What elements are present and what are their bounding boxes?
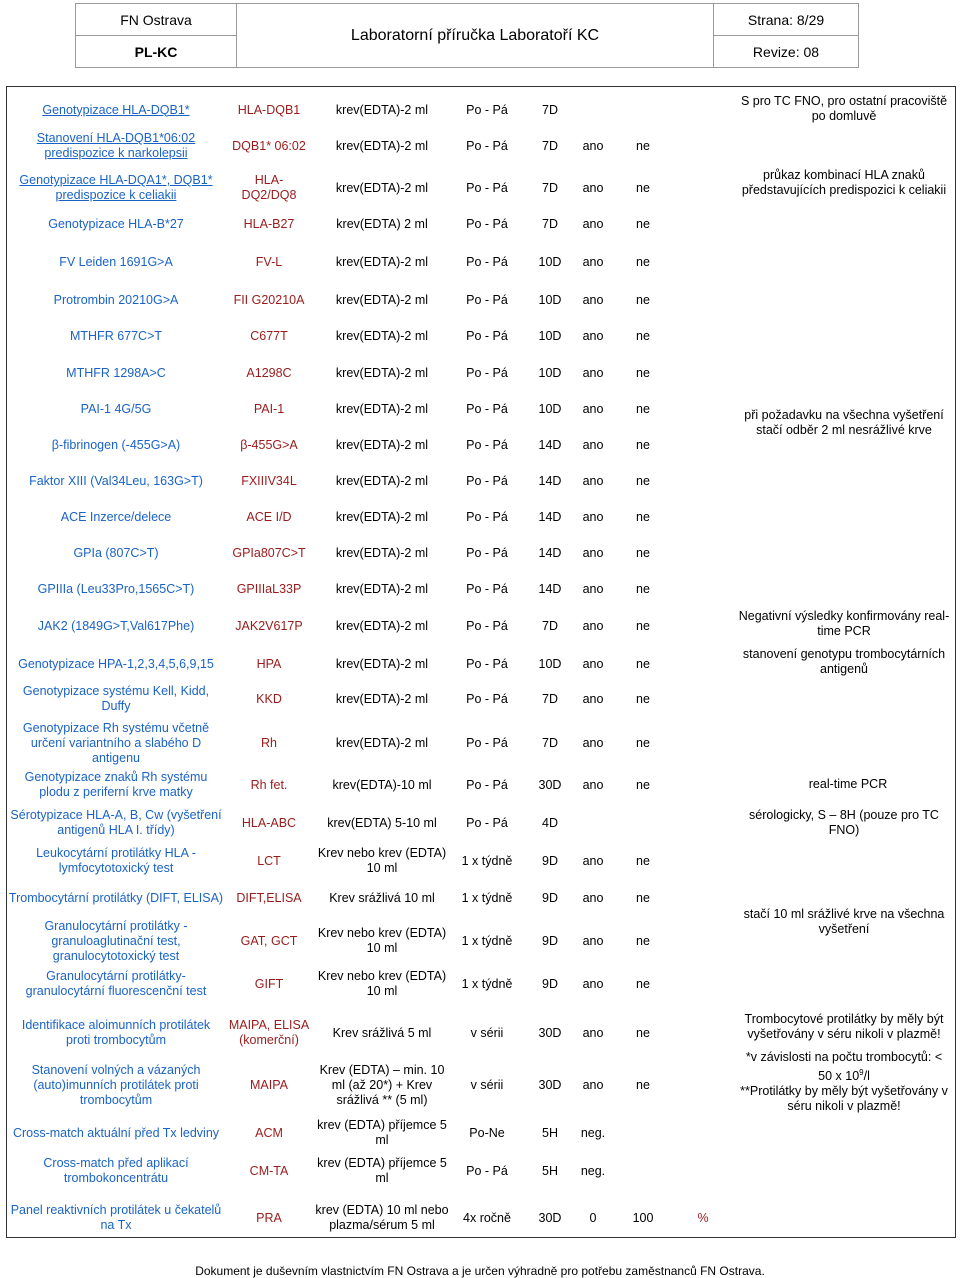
- flag-b: ne: [636, 1077, 650, 1092]
- test-name: FV Leiden 1691G>A: [59, 254, 173, 269]
- test-abbreviation: Rh: [261, 735, 277, 750]
- test-abbreviation: GPIIIaL33P: [236, 581, 302, 596]
- test-name: Stanovení volných a vázaných (auto)imunních protilátek proti trombocytům: [31, 1062, 201, 1107]
- test-name: Leukocytární protilátky HLA -lymfocytotoxický test: [36, 846, 196, 875]
- test-abbreviation: FII G20210A: [233, 292, 305, 307]
- header-table: [75, 3, 859, 68]
- note-hpa: stanovení genotypu trombocytárních antigenů: [742, 647, 946, 676]
- flag-b: ne: [636, 437, 650, 452]
- schedule: Po - Pá: [466, 401, 508, 416]
- turnaround: 30D: [538, 1025, 562, 1040]
- schedule: Po - Pá: [466, 292, 508, 307]
- note-antibodies: stačí 10 ml srážlivé krve na všechna vyšetření: [743, 907, 945, 936]
- test-abbreviation: GAT, GCT: [240, 933, 298, 948]
- note-hla-dqb1: S pro TC FNO, pro ostatní pracoviště po domluvě: [740, 94, 948, 123]
- flag-b: ne: [636, 691, 650, 706]
- test-abbreviation: HPA: [256, 656, 282, 671]
- schedule: 1 x týdně: [461, 933, 513, 948]
- test-abbreviation: A1298C: [246, 365, 292, 380]
- turnaround: 30D: [538, 1210, 562, 1225]
- test-abbreviation: β-455G>A: [240, 437, 298, 452]
- flag-a: ano: [582, 890, 604, 905]
- test-abbreviation: DIFT,ELISA: [236, 890, 302, 905]
- schedule: Po - Pá: [466, 437, 508, 452]
- note-maipa-unit: /l: [863, 1069, 870, 1084]
- schedule: 1 x týdně: [461, 853, 513, 868]
- sample-type: krev(EDTA)-2 ml: [335, 292, 429, 307]
- sample-type: krev(EDTA) 2 ml: [336, 216, 428, 231]
- note-maipa-line2: 50 x 10: [818, 1069, 860, 1084]
- flag-b: ne: [636, 581, 650, 596]
- flag-b: ne: [636, 401, 650, 416]
- schedule: Po - Pá: [466, 254, 508, 269]
- note-jak2: Negativní výsledky konfirmovány real-time PCR: [738, 609, 950, 638]
- flag-b: [618, 1117, 668, 1149]
- sample-type: krev(EDTA)-2 ml: [335, 365, 429, 380]
- turnaround: 9D: [542, 976, 558, 991]
- turnaround: 10D: [538, 401, 562, 416]
- turnaround: 14D: [538, 545, 562, 560]
- test-abbreviation: HLA-B27: [243, 216, 295, 231]
- flag-b: 100: [632, 1210, 654, 1225]
- turnaround: 7D: [542, 180, 558, 195]
- sample-type: krev(EDTA)-2 ml: [335, 656, 429, 671]
- turnaround: 30D: [538, 1077, 562, 1092]
- note-rh-fet: real-time PCR: [808, 777, 888, 791]
- flag-b: ne: [636, 976, 650, 991]
- flag-a: ano: [582, 976, 604, 991]
- test-name: Genotypizace HPA-1,2,3,4,5,6,9,15: [18, 656, 214, 671]
- footer-notice: Dokument je duševním vlastnictvím FN Ostrava a je určen výhradně pro potřebu zaměstnanců FN Ostrava.: [195, 1264, 765, 1278]
- test-abbreviation: HLA-DQ2/DQ8: [241, 173, 297, 202]
- sample-type: krev (EDTA) příjemce 5 ml: [317, 1118, 447, 1147]
- test-name: GPIIIa (Leu33Pro,1565C>T): [37, 581, 195, 596]
- test-name: Stanovení HLA-DQB1*06:02 predispozice k narkolepsii: [36, 131, 196, 160]
- turnaround: 7D: [542, 691, 558, 706]
- test-abbreviation: ACM: [255, 1125, 283, 1140]
- test-name: Granulocytární protilátky - granuloaglutinační test, granulocytotoxický test: [44, 918, 188, 963]
- turnaround: 9D: [542, 890, 558, 905]
- flag-a: ano: [582, 328, 604, 343]
- flag-a: ano: [582, 138, 604, 153]
- test-name: Cross-match před aplikací trombokoncentrátu: [43, 1156, 189, 1185]
- flag-a: ano: [582, 401, 604, 416]
- flag-b: ne: [636, 180, 650, 195]
- flag-a: ano: [582, 254, 604, 269]
- note-maipa: [734, 1050, 954, 1114]
- test-name: Panel reaktivních protilátek u čekatelů na Tx: [10, 1203, 222, 1232]
- turnaround: 9D: [542, 933, 558, 948]
- test-name: GPIa (807C>T): [73, 545, 159, 560]
- turnaround: 14D: [538, 581, 562, 596]
- turnaround: 7D: [542, 618, 558, 633]
- test-name: Genotypizace systému Kell, Kidd, Duffy: [22, 684, 210, 713]
- test-abbreviation: KKD: [256, 691, 282, 706]
- schedule: Po - Pá: [466, 777, 508, 792]
- sample-type: krev(EDTA)-2 ml: [335, 618, 429, 633]
- turnaround: 10D: [538, 656, 562, 671]
- flag-b: [618, 807, 668, 839]
- test-abbreviation: DQB1* 06:02: [232, 138, 306, 153]
- schedule: Po - Pá: [466, 815, 508, 830]
- schedule: Po - Pá: [466, 509, 508, 524]
- schedule: Po - Pá: [466, 138, 508, 153]
- schedule: Po - Pá: [466, 656, 508, 671]
- flag-b: ne: [636, 254, 650, 269]
- flag-a: ano: [582, 545, 604, 560]
- turnaround: 10D: [538, 254, 562, 269]
- test-abbreviation: GIFT: [254, 976, 284, 991]
- sample-type: krev(EDTA)-2 ml: [335, 102, 429, 117]
- flag-a: ano: [582, 437, 604, 452]
- test-name: Genotypizace HLA-DQA1*, DQB1* predispozice k celiakii: [19, 173, 213, 202]
- flag-b: ne: [636, 853, 650, 868]
- flag-b: ne: [636, 216, 650, 231]
- turnaround: 7D: [542, 216, 558, 231]
- sample-type: krev(EDTA)-10 ml: [332, 777, 432, 792]
- schedule: Po - Pá: [466, 691, 508, 706]
- flag-b: ne: [636, 473, 650, 488]
- test-abbreviation: MAIPA: [250, 1077, 288, 1092]
- test-abbreviation: HLA-ABC: [241, 815, 297, 830]
- schedule: Po-Ne: [469, 1125, 505, 1140]
- document-title: Laboratorní příručka Laboratoří KC: [237, 4, 714, 68]
- schedule: Po - Pá: [466, 328, 508, 343]
- test-abbreviation: ACE I/D: [246, 509, 292, 524]
- flag-b: ne: [636, 618, 650, 633]
- turnaround: 7D: [542, 735, 558, 750]
- turnaround: 9D: [542, 853, 558, 868]
- test-name: Trombocytární protilátky (DIFT, ELISA): [8, 890, 224, 905]
- test-name: Identifikace aloimunních protilátek proti trombocytům: [21, 1018, 211, 1047]
- schedule: Po - Pá: [466, 545, 508, 560]
- schedule: Po - Pá: [466, 1163, 508, 1178]
- test-abbreviation: PRA: [256, 1210, 282, 1225]
- sample-type: krev(EDTA) 5-10 ml: [327, 815, 437, 830]
- sample-type: krev(EDTA)-2 ml: [335, 401, 429, 416]
- sample-type: krev (EDTA) příjemce 5 ml: [317, 1156, 447, 1185]
- note-maipa-exponent: 9: [859, 1068, 864, 1077]
- test-name: JAK2 (1849G>T,Val617Phe): [37, 618, 195, 633]
- unit: %: [697, 1210, 709, 1225]
- flag-a: ano: [582, 1077, 604, 1092]
- flag-a: ano: [582, 1025, 604, 1040]
- test-name: Genotypizace HLA-B*27: [48, 216, 184, 231]
- turnaround: 10D: [538, 292, 562, 307]
- sample-type: krev(EDTA)-2 ml: [335, 254, 429, 269]
- test-name: ACE Inzerce/delece: [60, 509, 172, 524]
- note-maipa-line3: **Protilátky by měly být vyšetřovány v séru nikoli v plazmě!: [740, 1084, 948, 1114]
- sample-type: krev(EDTA)-2 ml: [335, 180, 429, 195]
- turnaround: 30D: [538, 777, 562, 792]
- sample-type: krev(EDTA)-2 ml: [335, 437, 429, 452]
- sample-type: Krev nebo krev (EDTA) 10 ml: [317, 846, 447, 875]
- revision: Revize: 08: [714, 36, 859, 68]
- sample-type: Krev nebo krev (EDTA) 10 ml: [317, 926, 447, 955]
- flag-b: ne: [636, 890, 650, 905]
- turnaround: 7D: [542, 102, 558, 117]
- test-abbreviation: HLA-DQB1: [237, 102, 301, 117]
- flag-a: neg.: [580, 1125, 606, 1140]
- schedule: 1 x týdně: [461, 890, 513, 905]
- schedule: v sérii: [470, 1077, 504, 1092]
- turnaround: 10D: [538, 365, 562, 380]
- turnaround: 5H: [542, 1125, 558, 1140]
- flag-b: ne: [636, 545, 650, 560]
- schedule: Po - Pá: [466, 102, 508, 117]
- test-name: PAI-1 4G/5G: [80, 401, 152, 416]
- note-celiakie: průkaz kombinací HLA znaků představujících predispozici k celiakii: [741, 168, 947, 197]
- sample-type: Krev (EDTA) – min. 10 ml (až 20*) + Krev srážlivá ** (5 ml): [319, 1062, 445, 1107]
- flag-b: ne: [636, 292, 650, 307]
- flag-a: 0: [589, 1210, 597, 1225]
- sample-type: krev(EDTA)-2 ml: [335, 581, 429, 596]
- test-abbreviation: LCT: [257, 853, 281, 868]
- schedule: Po - Pá: [466, 735, 508, 750]
- sample-type: krev(EDTA)-2 ml: [335, 545, 429, 560]
- turnaround: 14D: [538, 437, 562, 452]
- sample-type: Krev srážlivá 5 ml: [332, 1025, 432, 1040]
- flag-b: ne: [636, 656, 650, 671]
- test-name: MTHFR 1298A>C: [66, 365, 166, 380]
- flag-a: ano: [582, 933, 604, 948]
- flag-a: [578, 807, 608, 839]
- turnaround: 5H: [542, 1163, 558, 1178]
- flag-a: ano: [582, 853, 604, 868]
- test-name: Genotypizace Rh systému včetně určení variantního a slabého D antigenu: [22, 720, 210, 765]
- flag-a: [578, 99, 608, 121]
- schedule: Po - Pá: [466, 473, 508, 488]
- turnaround: 4D: [542, 815, 558, 830]
- flag-b: ne: [636, 365, 650, 380]
- flag-b: ne: [636, 328, 650, 343]
- schedule: Po - Pá: [466, 216, 508, 231]
- sample-type: Krev srážlivá 10 ml: [329, 890, 435, 905]
- test-name: Protrombin 20210G>A: [53, 292, 179, 307]
- flag-a: ano: [582, 656, 604, 671]
- test-abbreviation: C677T: [250, 328, 288, 343]
- flag-b: [618, 99, 668, 121]
- flag-b: [618, 1155, 668, 1187]
- flag-b: ne: [636, 509, 650, 524]
- schedule: Po - Pá: [466, 618, 508, 633]
- sample-type: Krev nebo krev (EDTA) 10 ml: [317, 969, 447, 998]
- schedule: v sérii: [470, 1025, 504, 1040]
- note-hla-abc: sérologicky, S – 8H (pouze pro TC FNO): [749, 808, 939, 837]
- sample-type: krev(EDTA)-2 ml: [335, 138, 429, 153]
- sample-type: krev(EDTA)-2 ml: [335, 735, 429, 750]
- turnaround: 10D: [538, 328, 562, 343]
- test-name: Genotypizace znaků Rh systému plodu z periferní krve matky: [24, 770, 208, 799]
- sample-type: krev(EDTA)-2 ml: [335, 328, 429, 343]
- org-name: FN Ostrava: [76, 4, 237, 36]
- department: PL-KC: [76, 36, 237, 68]
- turnaround: 7D: [542, 138, 558, 153]
- flag-b: ne: [636, 933, 650, 948]
- flag-a: ano: [582, 581, 604, 596]
- flag-b: ne: [636, 735, 650, 750]
- flag-a: ano: [582, 365, 604, 380]
- flag-a: ano: [582, 735, 604, 750]
- flag-a: ano: [582, 509, 604, 524]
- schedule: Po - Pá: [466, 365, 508, 380]
- flag-b: ne: [636, 138, 650, 153]
- flag-b: ne: [636, 777, 650, 792]
- test-name: Granulocytární protilátky- granulocytární fluorescenční test: [25, 969, 207, 998]
- test-abbreviation: Rh fet.: [250, 777, 288, 792]
- flag-a: ano: [582, 473, 604, 488]
- flag-a: ano: [582, 216, 604, 231]
- note-thrombophilia: při požadavku na všechna vyšetření stačí odběr 2 ml nesrážlivé krve: [744, 408, 944, 437]
- test-name: Cross-match aktuální před Tx ledviny: [12, 1125, 220, 1140]
- test-abbreviation: CM-TA: [249, 1163, 289, 1178]
- note-maipa-line1: *v závislosti na počtu trombocytů: <: [745, 1050, 943, 1064]
- test-abbreviation: GPIa807C>T: [232, 545, 306, 560]
- flag-b: ne: [636, 1025, 650, 1040]
- sample-type: krev (EDTA) 10 ml nebo plazma/sérum 5 ml: [315, 1203, 449, 1232]
- sample-type: krev(EDTA)-2 ml: [335, 691, 429, 706]
- test-name: Faktor XIII (Val34Leu, 163G>T): [29, 473, 203, 488]
- test-name: MTHFR 677C>T: [69, 328, 163, 343]
- test-name: β-fibrinogen (-455G>A): [51, 437, 181, 452]
- turnaround: 14D: [538, 473, 562, 488]
- flag-a: ano: [582, 618, 604, 633]
- flag-a: ano: [582, 292, 604, 307]
- sample-type: krev(EDTA)-2 ml: [335, 473, 429, 488]
- schedule: Po - Pá: [466, 180, 508, 195]
- schedule: 1 x týdně: [461, 976, 513, 991]
- flag-a: ano: [582, 180, 604, 195]
- schedule: Po - Pá: [466, 581, 508, 596]
- schedule: 4x ročně: [463, 1210, 511, 1225]
- flag-a: ano: [582, 691, 604, 706]
- test-name: Genotypizace HLA-DQB1*: [42, 102, 190, 117]
- test-abbreviation: PAI-1: [253, 401, 285, 416]
- turnaround: 14D: [538, 509, 562, 524]
- test-abbreviation: FXIIIV34L: [241, 473, 297, 488]
- test-abbreviation: MAIPA, ELISA (komerční): [228, 1018, 310, 1047]
- sample-type: krev(EDTA)-2 ml: [335, 509, 429, 524]
- test-abbreviation: JAK2V617P: [235, 618, 303, 633]
- flag-a: ano: [582, 777, 604, 792]
- flag-a: neg.: [580, 1163, 606, 1178]
- page-number: Strana: 8/29: [714, 4, 859, 36]
- test-abbreviation: FV-L: [255, 254, 283, 269]
- test-name: Sérotypizace HLA-A, B, Cw (vyšetření antigenů HLA I. třídy): [10, 808, 222, 837]
- note-trombo-serum: Trombocytové protilátky by měly být vyšetřovány v séru nikoli v plazmě!: [744, 1012, 944, 1041]
